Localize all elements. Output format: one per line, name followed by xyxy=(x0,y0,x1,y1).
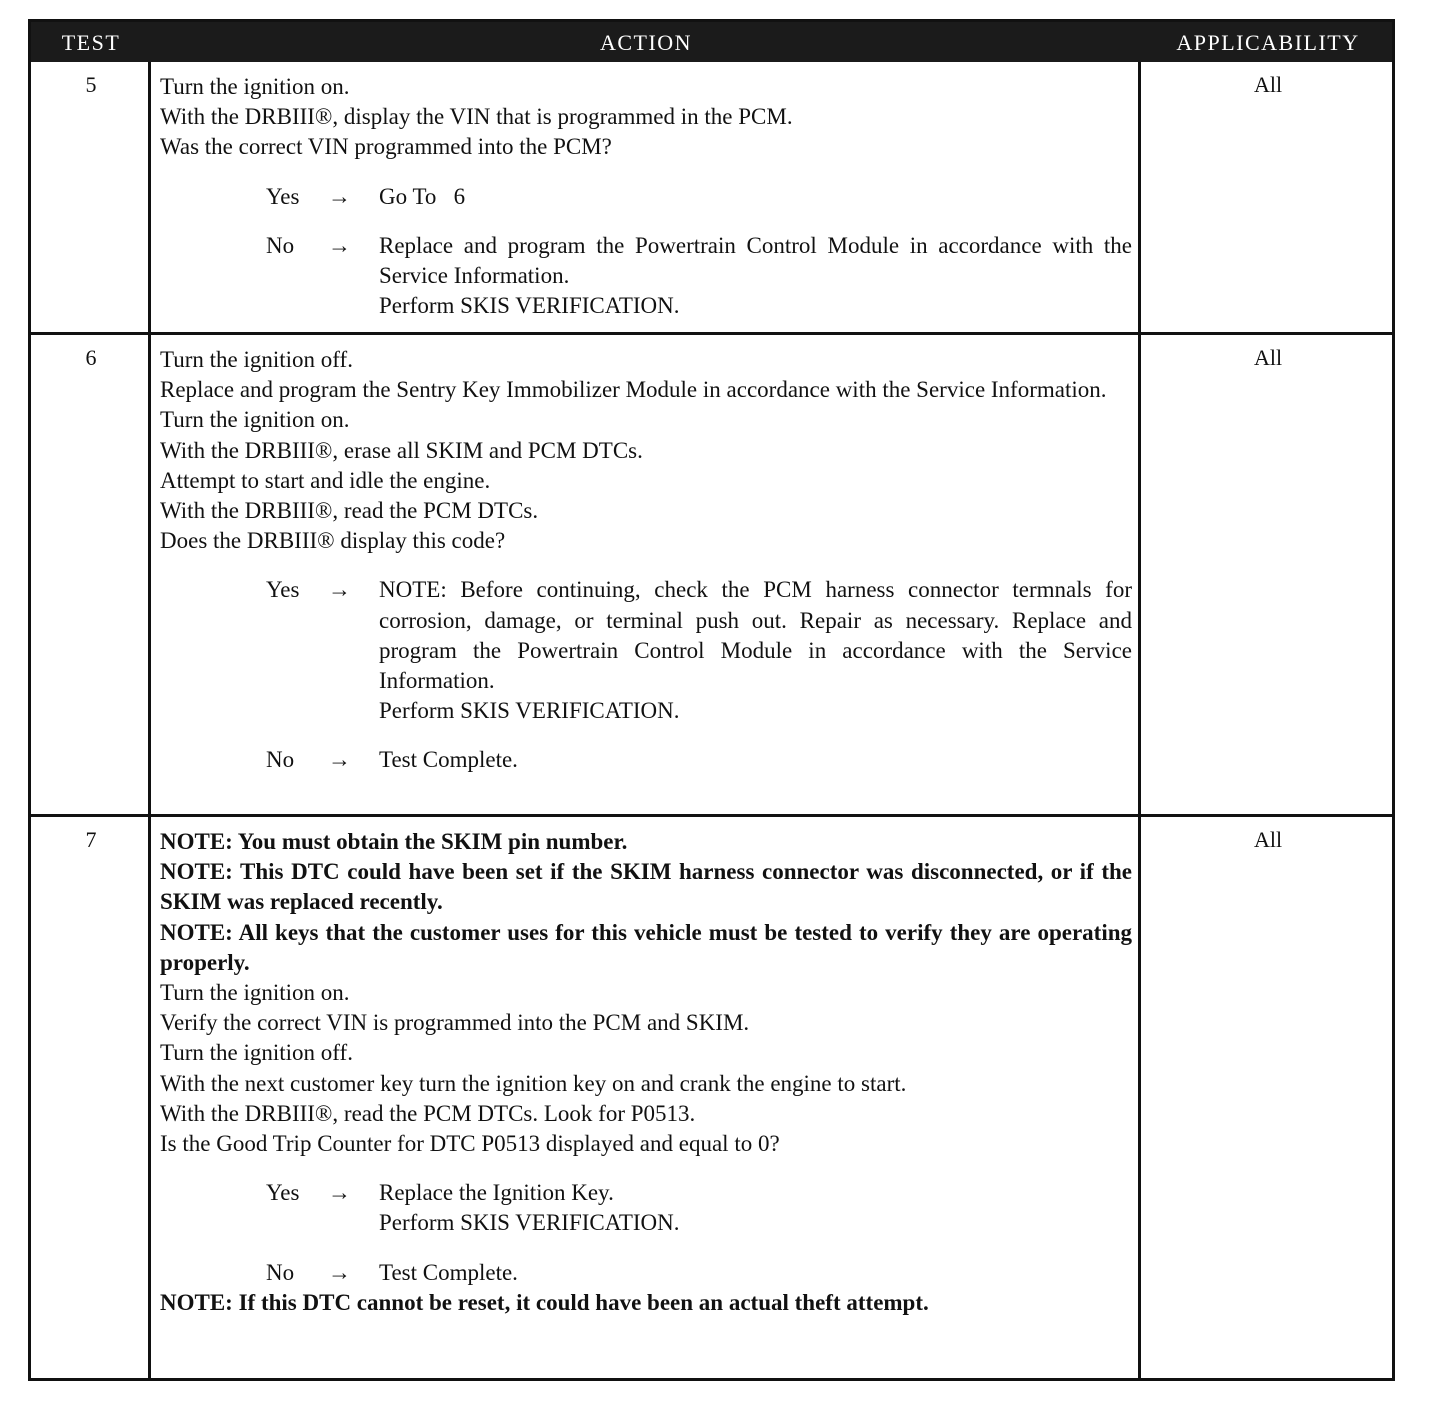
yes-label: Yes xyxy=(266,1180,300,1206)
yes-label: Yes xyxy=(266,183,300,209)
no-result: Test Complete. xyxy=(379,747,518,773)
test-number: 5 xyxy=(85,72,97,97)
table-row-test-5 xyxy=(31,62,1392,332)
no-option xyxy=(160,231,1132,322)
header-action: ACTION xyxy=(599,30,693,55)
applicability-cell: All xyxy=(1253,345,1283,370)
arrow-icon: → xyxy=(328,183,351,209)
step-text: With the DRBIII®, read the PCM DTCs. xyxy=(160,498,539,524)
arrow-icon: → xyxy=(328,747,351,773)
no-option xyxy=(160,745,1132,775)
yes-result: Perform SKIS VERIFICATION. xyxy=(379,698,680,724)
no-label: No xyxy=(266,747,295,773)
no-result: Perform SKIS VERIFICATION. xyxy=(379,293,680,319)
yes-result: NOTE: Before continuing, check the PCM harness connector termnals for corrosion, damage, or terminal push out. Repair as necessary. Replace and program the Powertrain Control Module in accordance with the Service Information. xyxy=(379,577,1132,694)
step-text: Verify the correct VIN is programmed into the PCM and SKIM. xyxy=(160,1010,750,1036)
step-text: With the next customer key turn the ignition key on and crank the engine to start. xyxy=(160,1070,907,1096)
step-text: Turn the ignition on. xyxy=(160,980,350,1006)
step-text: Does the DRBIII® display this code? xyxy=(160,528,506,554)
step-text: With the DRBIII®, display the VIN that is programmed in the PCM. xyxy=(160,104,793,130)
applicability-cell: All xyxy=(1253,72,1283,97)
test-number: 6 xyxy=(85,345,97,370)
table-row-test-6 xyxy=(31,332,1392,817)
no-label: No xyxy=(266,1259,295,1285)
step-text: With the DRBIII®, erase all SKIM and PCM DTCs. xyxy=(160,437,643,463)
no-result: Test Complete. xyxy=(379,1259,518,1285)
table-header xyxy=(31,22,1392,62)
arrow-icon: → xyxy=(328,232,351,258)
no-label: No xyxy=(266,232,295,258)
step-text: Attempt to start and idle the engine. xyxy=(160,467,491,493)
step-text: With the DRBIII®, read the PCM DTCs. Look for P0513. xyxy=(160,1100,696,1126)
no-result: Replace and program the Powertrain Control Module in accordance with the Service Information. xyxy=(379,232,1132,289)
step-text: Turn the ignition off. xyxy=(160,1040,353,1066)
arrow-icon: → xyxy=(328,1259,351,1285)
header-applicability: APPLICABILITY xyxy=(1176,30,1360,55)
arrow-icon: → xyxy=(328,1180,351,1206)
step-text: Replace and program the Sentry Key Immobilizer Module in accordance with the Service Information. xyxy=(160,377,1107,403)
final-note: NOTE: If this DTC cannot be reset, it could have been an actual theft attempt. xyxy=(160,1289,929,1315)
header-test: TEST xyxy=(61,30,121,55)
no-option xyxy=(160,1258,1132,1288)
step-text: Was the correct VIN programmed into the PCM? xyxy=(160,134,612,160)
note-text: NOTE: All keys that the customer uses for this vehicle must be tested to verify they are operating properly. xyxy=(160,919,1132,975)
yes-result: Replace the Ignition Key. xyxy=(379,1180,614,1206)
test-number: 7 xyxy=(85,827,97,852)
step-text: Turn the ignition on. xyxy=(160,407,350,433)
yes-option xyxy=(160,1178,1132,1238)
applicability-cell: All xyxy=(1253,827,1283,852)
yes-label: Yes xyxy=(266,577,300,603)
action-cell xyxy=(160,827,1132,1318)
yes-option xyxy=(160,182,1132,212)
arrow-icon: → xyxy=(328,577,351,603)
step-text: Turn the ignition off. xyxy=(160,347,353,372)
note-text: NOTE: You must obtain the SKIM pin number. xyxy=(160,829,628,854)
note-text: NOTE: This DTC could have been set if the SKIM harness connector was disconnected, or if the SKIM was replaced recently. xyxy=(160,859,1132,915)
yes-result: Go To 6 xyxy=(379,183,466,209)
step-text: Is the Good Trip Counter for DTC P0513 displayed and equal to 0? xyxy=(160,1131,780,1157)
yes-result: Perform SKIS VERIFICATION. xyxy=(379,1210,680,1236)
action-cell xyxy=(160,72,1132,321)
step-text: Turn the ignition on. xyxy=(160,74,350,99)
yes-option xyxy=(160,575,1132,726)
test-table xyxy=(28,19,1395,1381)
table-row-test-7 xyxy=(31,814,1392,1378)
action-cell xyxy=(160,345,1132,776)
